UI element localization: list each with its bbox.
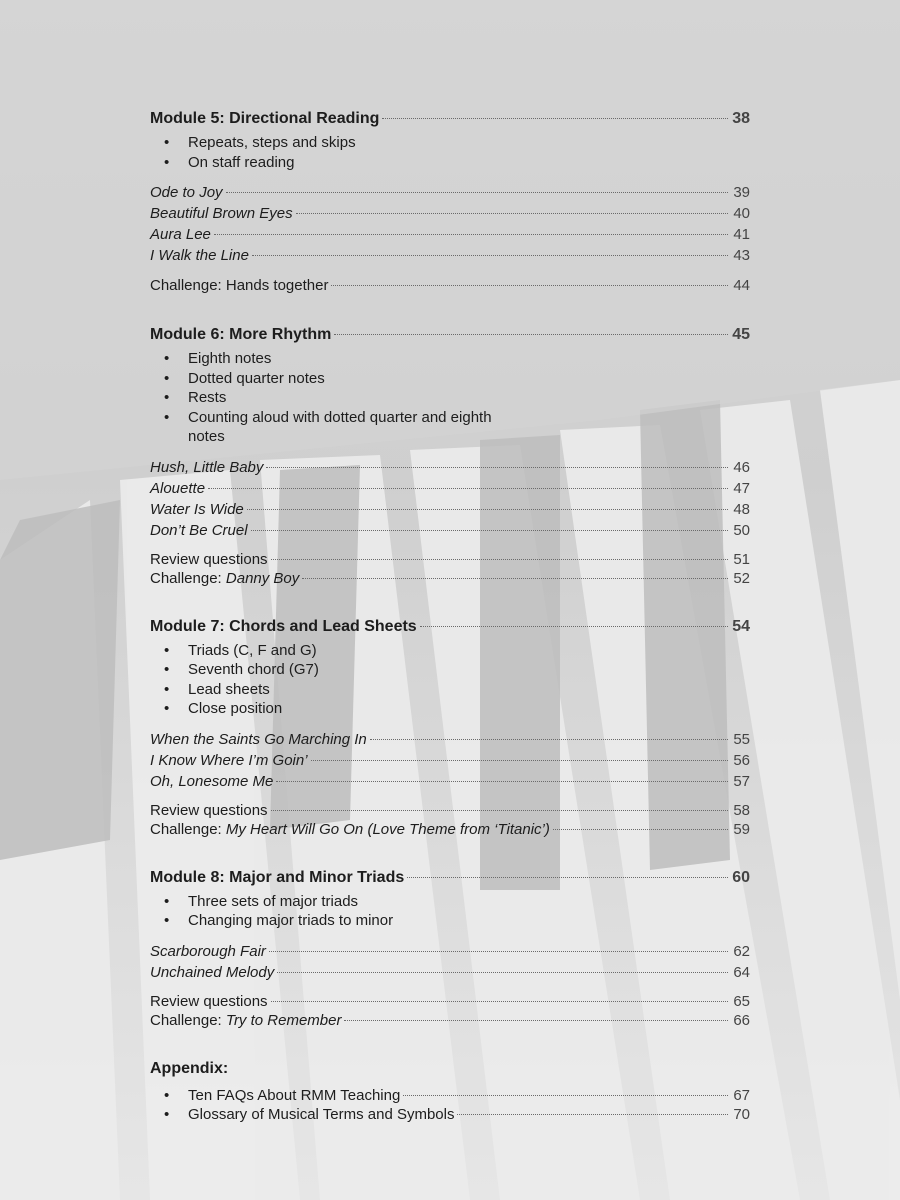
- toc-entry-song[interactable]: [150, 750, 750, 771]
- page-number: 48: [733, 500, 750, 518]
- page-number: 65: [733, 992, 750, 1010]
- topic-item: • Counting aloud with dotted quarter and eighth notes: [150, 408, 508, 447]
- page-number: 62: [733, 942, 750, 960]
- dot-leader: [226, 192, 728, 193]
- toc-entry-song[interactable]: [150, 962, 750, 983]
- page-number: 60: [732, 868, 750, 886]
- toc-entry-song[interactable]: [150, 729, 750, 750]
- entry-title: • Ten FAQs About RMM Teaching: [188, 1086, 401, 1104]
- entry-title: Module 8: Major and Minor Triads: [150, 868, 405, 886]
- page-number: 67: [733, 1086, 750, 1104]
- dot-leader: [247, 509, 728, 510]
- dot-leader: [457, 1114, 728, 1115]
- toc-entry-song[interactable]: [150, 941, 750, 962]
- page-number: 40: [733, 205, 750, 222]
- challenge-song: Danny Boy: [225, 569, 300, 587]
- entry-title: [150, 569, 299, 588]
- entry-title: I Know Where I’m Goin’: [150, 751, 308, 769]
- module-8: [150, 867, 750, 1030]
- page-number: 52: [733, 569, 750, 587]
- toc-entry-review[interactable]: [150, 550, 750, 569]
- extras-list: [150, 550, 750, 588]
- dot-leader: [382, 118, 728, 119]
- module-5: [150, 108, 750, 296]
- page-number: 64: [733, 963, 750, 981]
- entry-title: Aura Lee: [150, 226, 211, 243]
- entry-title: Water Is Wide: [150, 500, 244, 518]
- entry-title: [150, 820, 550, 839]
- appendix-item[interactable]: [150, 1086, 750, 1106]
- table-of-contents: [150, 108, 750, 1135]
- page-number: 43: [733, 247, 750, 264]
- entry-title: When the Saints Go Marching In: [150, 730, 367, 748]
- topic-list: [150, 349, 750, 447]
- dot-leader: [296, 213, 728, 214]
- dot-leader: [269, 951, 728, 952]
- toc-entry-challenge[interactable]: [150, 275, 750, 296]
- dot-leader: [370, 739, 728, 740]
- topic-item: • Repeats, steps and skips: [150, 133, 508, 153]
- dot-leader: [331, 285, 728, 286]
- page-number: 57: [733, 772, 750, 790]
- page-number: 47: [733, 479, 750, 497]
- dot-leader: [407, 877, 728, 878]
- dot-leader: [271, 1001, 728, 1002]
- entry-title: • Glossary of Musical Terms and Symbols: [188, 1106, 455, 1123]
- topic-item: • Changing major triads to minor: [150, 911, 508, 931]
- dot-leader: [252, 255, 728, 256]
- page-number: 51: [733, 550, 750, 568]
- entry-title: Review questions: [150, 992, 268, 1010]
- topic-list: [150, 641, 750, 719]
- entry-title: Module 5: Directional Reading: [150, 110, 380, 127]
- topic-item: • Dotted quarter notes: [150, 369, 508, 389]
- entry-title: Review questions: [150, 550, 268, 568]
- topic-list: [150, 892, 750, 931]
- extras-list: [150, 801, 750, 839]
- entry-title: Hush, Little Baby: [150, 458, 264, 476]
- page-number: 54: [732, 617, 750, 635]
- song-list: [150, 729, 750, 792]
- toc-entry-module-heading[interactable]: [150, 867, 750, 889]
- topic-item: • Three sets of major triads: [150, 892, 508, 912]
- entry-title: Challenge: Hands together: [150, 277, 329, 294]
- toc-entry-challenge[interactable]: [150, 569, 750, 588]
- topic-item: • Lead sheets: [150, 680, 508, 700]
- entry-title: I Walk the Line: [150, 247, 249, 264]
- entry-title: Oh, Lonesome Me: [150, 772, 274, 790]
- page-number: 58: [733, 801, 750, 819]
- page-number: 55: [733, 730, 750, 748]
- entry-title: Scarborough Fair: [150, 942, 266, 960]
- entry-title: Module 7: Chords and Lead Sheets: [150, 617, 417, 635]
- entry-title: Alouette: [150, 479, 206, 497]
- dot-leader: [266, 467, 728, 468]
- toc-entry-appendix: [188, 1105, 750, 1125]
- entry-title: Review questions: [150, 801, 268, 819]
- dot-leader: [420, 626, 728, 627]
- toc-entry-review[interactable]: [150, 801, 750, 820]
- topic-item: • Rests: [150, 388, 508, 408]
- dot-leader: [271, 559, 728, 560]
- page-number: 45: [732, 326, 750, 343]
- page-number: 44: [733, 277, 750, 294]
- page-number: 41: [733, 226, 750, 243]
- page-number: 59: [733, 820, 750, 838]
- entry-title: Beautiful Brown Eyes: [150, 205, 293, 222]
- topic-list: [150, 133, 750, 172]
- entry-title: [150, 1011, 341, 1030]
- appendix-item[interactable]: [150, 1105, 750, 1125]
- page-number: 66: [733, 1011, 750, 1029]
- toc-entry-song[interactable]: [150, 520, 750, 541]
- toc-entry-module-heading[interactable]: [150, 108, 750, 130]
- page-number: 46: [733, 458, 750, 476]
- toc-entry-challenge[interactable]: [150, 1011, 750, 1030]
- dot-leader: [276, 781, 728, 782]
- dot-leader: [251, 530, 728, 531]
- appendix-heading: Appendix:: [150, 1059, 229, 1077]
- topic-item: • Seventh chord (G7): [150, 660, 508, 680]
- toc-entry-challenge[interactable]: [150, 820, 750, 839]
- toc-entry-song[interactable]: [150, 245, 750, 266]
- topic-item: • Eighth notes: [150, 349, 508, 369]
- page-number: 56: [733, 751, 750, 769]
- dot-leader: [214, 234, 728, 235]
- dot-leader: [334, 334, 728, 335]
- entry-title: Don’t Be Cruel: [150, 521, 248, 539]
- challenge-prefix: Challenge:: [150, 1011, 226, 1029]
- appendix: [150, 1058, 750, 1125]
- entry-title: Ode to Joy: [150, 184, 223, 201]
- dot-leader: [311, 760, 728, 761]
- toc-entry-module-heading[interactable]: [150, 324, 750, 346]
- toc-entry-appendix: [188, 1086, 750, 1106]
- dot-leader: [271, 810, 728, 811]
- page-number: 50: [733, 521, 750, 539]
- dot-leader: [208, 488, 728, 489]
- toc-entry-song[interactable]: [150, 771, 750, 792]
- dot-leader: [277, 972, 728, 973]
- toc-entry-song[interactable]: [150, 203, 750, 224]
- toc-entry-song[interactable]: [150, 478, 750, 499]
- challenge-prefix: Challenge:: [150, 569, 226, 587]
- challenge-song: Try to Remember: [225, 1011, 342, 1029]
- entry-title: Unchained Melody: [150, 963, 275, 981]
- page-number: 38: [732, 110, 750, 127]
- topic-item: • Close position: [150, 699, 508, 719]
- dot-leader: [553, 829, 728, 830]
- toc-entry-module-heading[interactable]: [150, 616, 750, 638]
- dot-leader: [403, 1095, 728, 1096]
- page-number: 70: [733, 1106, 750, 1123]
- topic-item: • On staff reading: [150, 153, 508, 173]
- song-list: [150, 182, 750, 266]
- entry-title: Module 6: More Rhythm: [150, 326, 332, 343]
- appendix-list: [150, 1086, 750, 1125]
- song-list: [150, 941, 750, 983]
- challenge-prefix: Challenge:: [150, 820, 226, 838]
- module-6: [150, 324, 750, 588]
- song-list: [150, 457, 750, 541]
- toc-entry-song[interactable]: [150, 457, 750, 478]
- toc-entry-review[interactable]: [150, 992, 750, 1011]
- extras-list: [150, 275, 750, 296]
- topic-item: • Triads (C, F and G): [150, 641, 508, 661]
- extras-list: [150, 992, 750, 1030]
- toc-entry-song[interactable]: [150, 499, 750, 520]
- dot-leader: [302, 578, 728, 579]
- module-7: [150, 616, 750, 839]
- toc-entry-song[interactable]: [150, 224, 750, 245]
- challenge-song: My Heart Will Go On (Love Theme from ‘Titanic’): [225, 820, 550, 838]
- dot-leader: [344, 1020, 728, 1021]
- page-number: 39: [733, 184, 750, 201]
- toc-entry-song[interactable]: [150, 182, 750, 203]
